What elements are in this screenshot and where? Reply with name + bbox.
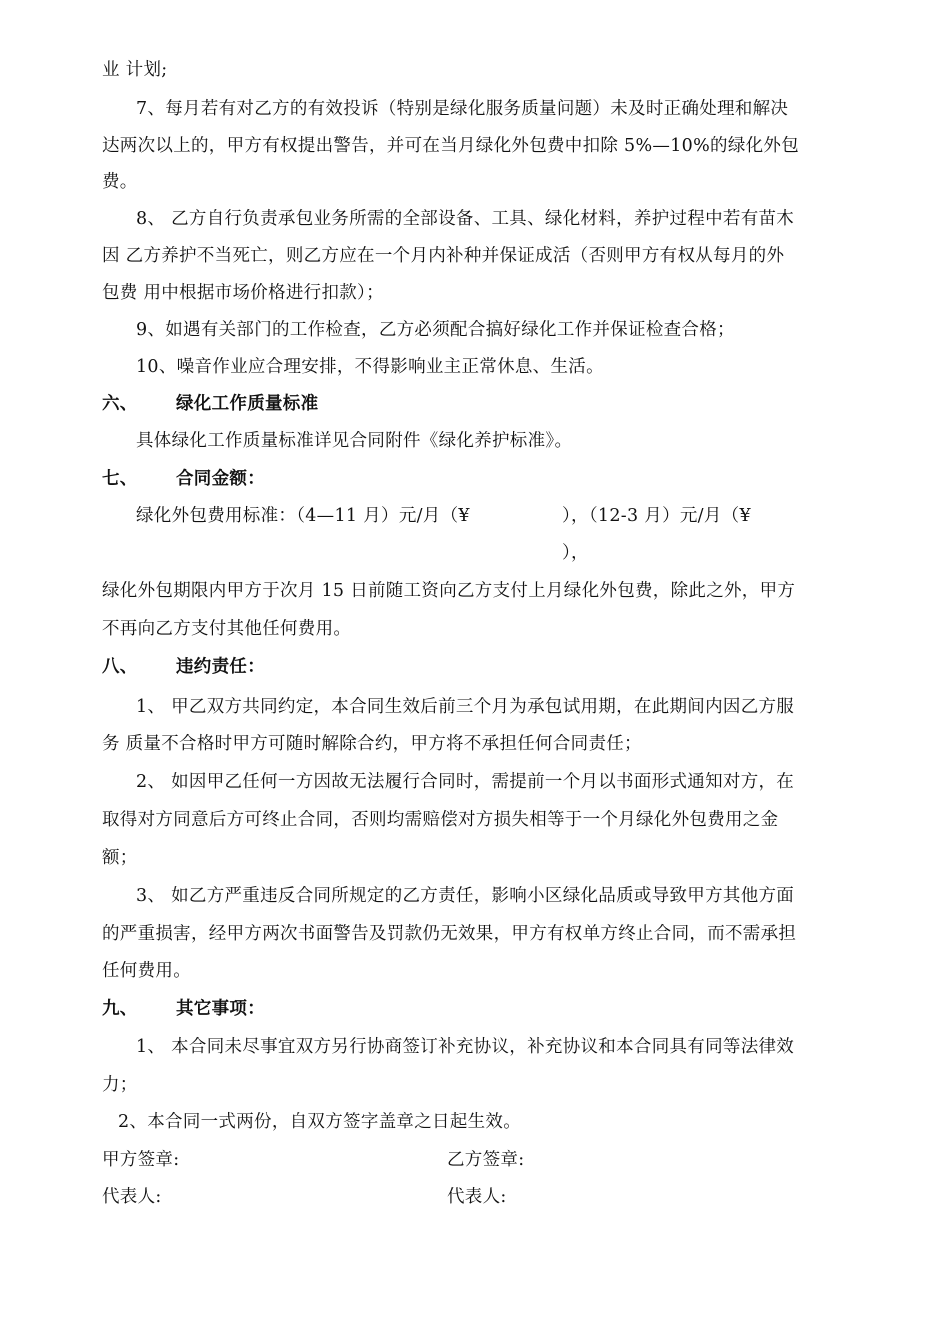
- liability-2-line-1: 2、 如因甲乙任何一方因故无法履行合同时，需提前一个月以书面形式通知对方，在: [136, 772, 795, 792]
- liability-1-line-1: 1、 甲乙双方共同约定，本合同生效后前三个月为承包试用期，在此期间内因乙方服: [136, 697, 795, 717]
- clause-7-line-2: 达两次以上的，甲方有权提出警告，并可在当月绿化外包费中扣除 5%—10%的绿化外包: [102, 136, 800, 156]
- section-8-heading: [102, 655, 265, 679]
- liability-3-line-1: 3、 如乙方严重违反合同所规定的乙方责任，影响小区绿化品质或导致甲方其他方面: [136, 886, 795, 906]
- liability-2-line-3: 额；: [102, 848, 138, 868]
- section-7-title: 合同金额：: [176, 469, 265, 489]
- section-8-title: 违约责任：: [176, 657, 265, 677]
- section-9-title: 其它事项：: [176, 999, 265, 1019]
- liability-1-line-2: 务 质量不合格时甲方可随时解除合约，甲方将不承担任何合同责任；: [102, 734, 642, 754]
- clause-9-line: 9、如遇有关部门的工作检查，乙方必须配合搞好绿化工作并保证检查合格；: [136, 320, 735, 340]
- section-6-text: 具体绿化工作质量标准详见合同附件《绿化养护标准》。: [136, 431, 573, 451]
- liability-3-line-2: 的严重损害，经甲方两次书面警告及罚款仍无效果，甲方有权单方终止合同，而不需承担: [102, 924, 797, 944]
- clause-8-line-2: 因 乙方养护不当死亡，则乙方应在一个月内补种并保证成活（否则甲方有权从每月的外: [102, 246, 785, 266]
- liability-2-line-2: 取得对方同意后方可终止合同，否则均需赔偿对方损失相等于一个月绿化外包费用之金: [102, 810, 779, 830]
- section-8-number: 八、: [102, 657, 138, 677]
- payment-line-1: 绿化外包期限内甲方于次月 15 日前随工资向乙方支付上月绿化外包费，除此之外，甲方: [102, 581, 796, 601]
- section-7-heading: [102, 467, 265, 491]
- clause-7-line-1: 7、每月若有对乙方的有效投诉（特别是绿化服务质量问题）未及时正确处理和解决: [136, 99, 789, 119]
- payment-line-2: 不再向乙方支付其他任何费用。: [102, 619, 352, 639]
- liability-3-line-3: 任何费用。: [102, 961, 191, 981]
- other-1-line-2: 力；: [102, 1075, 138, 1095]
- section-9-heading: [102, 997, 265, 1021]
- other-1-line-1: 1、 本合同未尽事宜双方另行协商签订补充协议，补充协议和本合同具有同等法律效: [136, 1037, 795, 1057]
- fee-standard-line-b: ），（12-3 月）元/月（¥: [562, 506, 751, 526]
- party-a-signature-label: 甲方签章:: [102, 1150, 180, 1170]
- other-2-line: 2、本合同一式两份，自双方签字盖章之日起生效。: [118, 1112, 522, 1132]
- section-9-number: 九、: [102, 999, 138, 1019]
- continued-line: 业 计划;: [102, 60, 168, 80]
- section-6-title: 绿化工作质量标准: [176, 394, 319, 414]
- clause-7-line-3: 费。: [102, 172, 138, 192]
- section-6-heading: [102, 392, 318, 416]
- party-b-signature-label: 乙方签章:: [447, 1150, 525, 1170]
- clause-8-line-1: 8、 乙方自行负责承包业务所需的全部设备、工具、绿化材料，养护过程中若有苗木: [136, 209, 795, 229]
- section-7-number: 七、: [102, 469, 138, 489]
- section-6-number: 六、: [102, 394, 138, 414]
- party-b-representative-label: 代表人:: [447, 1187, 507, 1207]
- clause-10-line: 10、噪音作业应合理安排，不得影响业主正常休息、生活。: [136, 357, 604, 377]
- fee-standard-line-a: 绿化外包费用标准：（4—11 月）元/月（¥: [136, 506, 470, 526]
- clause-8-line-3: 包费 用中根据市场价格进行扣款）；: [102, 283, 384, 303]
- party-a-representative-label: 代表人:: [102, 1187, 162, 1207]
- fee-standard-line-c: ），: [562, 543, 589, 563]
